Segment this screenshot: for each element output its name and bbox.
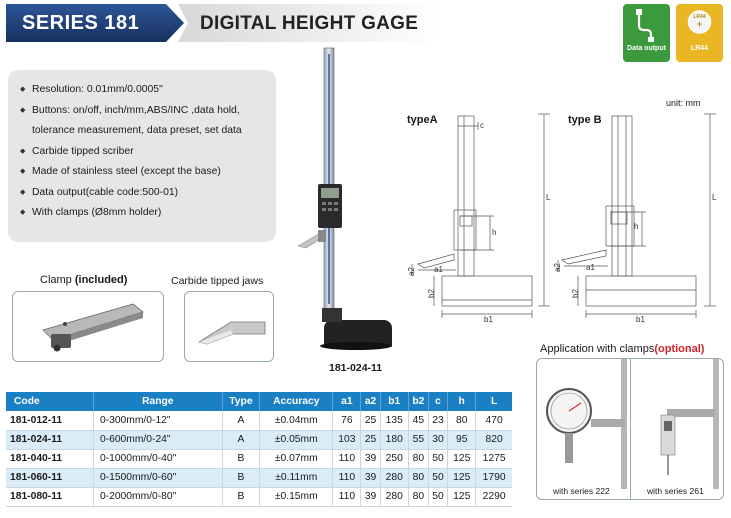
table-cell: 25 — [361, 430, 380, 449]
data-output-badge — [623, 4, 670, 62]
table-cell: 1790 — [476, 468, 512, 487]
svg-text:+: + — [696, 19, 703, 29]
application-title — [540, 343, 704, 355]
spec-item: tolerance measurement, data preset, set data — [32, 125, 242, 136]
jaws-image — [184, 291, 274, 362]
battery-badge — [676, 4, 723, 62]
table-cell: ±0.04mm — [260, 411, 333, 430]
coin-battery-icon — [676, 4, 723, 44]
dim-a2-b: a2 — [553, 263, 562, 272]
dimension-diagram — [398, 104, 728, 324]
table-cell: 80 — [448, 411, 476, 430]
spec-item: ◆ Buttons: on/off, inch/mm,ABS/INC ,data hold, — [20, 101, 266, 122]
series-title: SERIES 181 — [22, 12, 140, 34]
table-cell: 95 — [448, 430, 476, 449]
dim-b1-b: b1 — [636, 315, 645, 324]
table-cell: 180 — [380, 430, 408, 449]
spec-item: ◆ With clamps (Ø8mm holder) — [20, 203, 266, 224]
application-images — [536, 358, 724, 500]
dim-l-b: L — [712, 193, 717, 202]
table-row — [6, 411, 512, 430]
table-cell: 103 — [333, 430, 361, 449]
dim-b2-b: b2 — [571, 289, 580, 298]
col-code: Code — [6, 392, 93, 411]
dim-a2-a: a2 — [407, 267, 416, 276]
table-header-row — [6, 392, 512, 411]
table-cell: B — [222, 449, 260, 468]
table-cell: 39 — [361, 487, 380, 506]
clamp-included-text: (included) — [74, 274, 128, 286]
table-cell: 39 — [361, 449, 380, 468]
table-cell: 80 — [408, 468, 428, 487]
model-caption: 181-024-11 — [329, 362, 383, 374]
table-row — [6, 430, 512, 449]
table-cell: 23 — [428, 411, 447, 430]
spec-item: ◆ Resolution: 0.01mm/0.0005" — [20, 80, 266, 101]
table-cell: 181-040-11 — [6, 449, 93, 468]
col-accuracy: Accuracy — [260, 392, 333, 411]
spec-item: ◆ Made of stainless steel (except the base) — [20, 162, 266, 183]
dim-b1-a: b1 — [484, 315, 493, 324]
table-cell: ±0.11mm — [260, 468, 333, 487]
table-cell: 76 — [333, 411, 361, 430]
spec-item: ◆ Data output(cable code:500-01) — [20, 183, 266, 204]
table-cell: 0-300mm/0-12" — [93, 411, 222, 430]
table-cell: A — [222, 411, 260, 430]
jaws-label: Carbide tipped jaws — [171, 275, 264, 287]
table-cell: 125 — [448, 487, 476, 506]
caption-series-261: with series 261 — [647, 486, 704, 496]
application-title-text: Application with clamps — [540, 343, 655, 355]
dim-c-a: c — [480, 121, 484, 130]
table-cell: 181-080-11 — [6, 487, 93, 506]
dim-h-a: h — [492, 228, 497, 237]
table-row — [6, 487, 512, 506]
height-gage-photo — [292, 46, 400, 358]
table-cell: 110 — [333, 449, 361, 468]
table-cell: 25 — [361, 411, 380, 430]
table-cell: 470 — [476, 411, 512, 430]
table-cell: 280 — [380, 468, 408, 487]
clamp-label — [40, 274, 127, 286]
type-b-label: type B — [568, 114, 602, 126]
table-cell: 50 — [428, 468, 447, 487]
table-cell: 2290 — [476, 487, 512, 506]
table-cell: 135 — [380, 411, 408, 430]
type-a-label: typeA — [407, 114, 438, 126]
dim-a1-a: a1 — [434, 265, 443, 274]
spec-list — [8, 70, 276, 242]
table-cell: 50 — [428, 449, 447, 468]
table-cell: 110 — [333, 468, 361, 487]
dim-a1-b: a1 — [586, 263, 595, 272]
unit-label: unit: mm — [666, 98, 701, 108]
table-cell: 250 — [380, 449, 408, 468]
usb-cable-icon — [623, 4, 670, 44]
table-cell: 30 — [428, 430, 447, 449]
table-cell: 280 — [380, 487, 408, 506]
table-cell: 110 — [333, 487, 361, 506]
clamp-image — [12, 291, 164, 362]
table-cell: B — [222, 487, 260, 506]
col-b2: b2 — [408, 392, 428, 411]
table-cell: 80 — [408, 487, 428, 506]
table-cell: A — [222, 430, 260, 449]
table-cell: 181-060-11 — [6, 468, 93, 487]
table-cell: 181-012-11 — [6, 411, 93, 430]
col-h: h — [448, 392, 476, 411]
table-cell: 0-600mm/0-24" — [93, 430, 222, 449]
dim-h-b: h — [634, 222, 639, 231]
table-cell: 39 — [361, 468, 380, 487]
table-cell: 80 — [408, 449, 428, 468]
col-type: Type — [222, 392, 260, 411]
col-range: Range — [93, 392, 222, 411]
caption-series-222: with series 222 — [553, 486, 610, 496]
table-cell: 181-024-11 — [6, 430, 93, 449]
col-a1: a1 — [333, 392, 361, 411]
table-cell: B — [222, 468, 260, 487]
series-banner — [6, 4, 184, 42]
col-l: L — [476, 392, 512, 411]
spec-table — [6, 392, 512, 507]
table-cell: 0-1000mm/0-40" — [93, 449, 222, 468]
col-c: c — [428, 392, 447, 411]
table-cell: 50 — [428, 487, 447, 506]
battery-icon-text: LR44 — [693, 14, 706, 20]
table-cell: ±0.05mm — [260, 430, 333, 449]
table-cell: 1275 — [476, 449, 512, 468]
table-cell: 125 — [448, 449, 476, 468]
optional-text: (optional) — [654, 343, 705, 355]
data-output-label: Data output — [627, 45, 666, 52]
table-cell: ±0.07mm — [260, 449, 333, 468]
col-a2: a2 — [361, 392, 380, 411]
table-cell: 125 — [448, 468, 476, 487]
battery-label: LR44 — [690, 45, 709, 52]
table-row — [6, 449, 512, 468]
table-row — [6, 468, 512, 487]
page-title: DIGITAL HEIGHT GAGE — [200, 13, 419, 34]
table-cell: 820 — [476, 430, 512, 449]
table-cell: 45 — [408, 411, 428, 430]
clamp-label-text: Clamp — [40, 274, 72, 286]
table-cell: 0-2000mm/0-80" — [93, 487, 222, 506]
dim-l-a: L — [546, 193, 551, 202]
table-cell: 0-1500mm/0-60" — [93, 468, 222, 487]
col-b1: b1 — [380, 392, 408, 411]
table-cell: 55 — [408, 430, 428, 449]
application-divider — [630, 359, 631, 499]
dim-b2-a: b2 — [427, 289, 436, 298]
spec-item: ◆ Carbide tipped scriber — [20, 142, 266, 163]
table-cell: ±0.15mm — [260, 487, 333, 506]
title-bar — [178, 4, 440, 42]
